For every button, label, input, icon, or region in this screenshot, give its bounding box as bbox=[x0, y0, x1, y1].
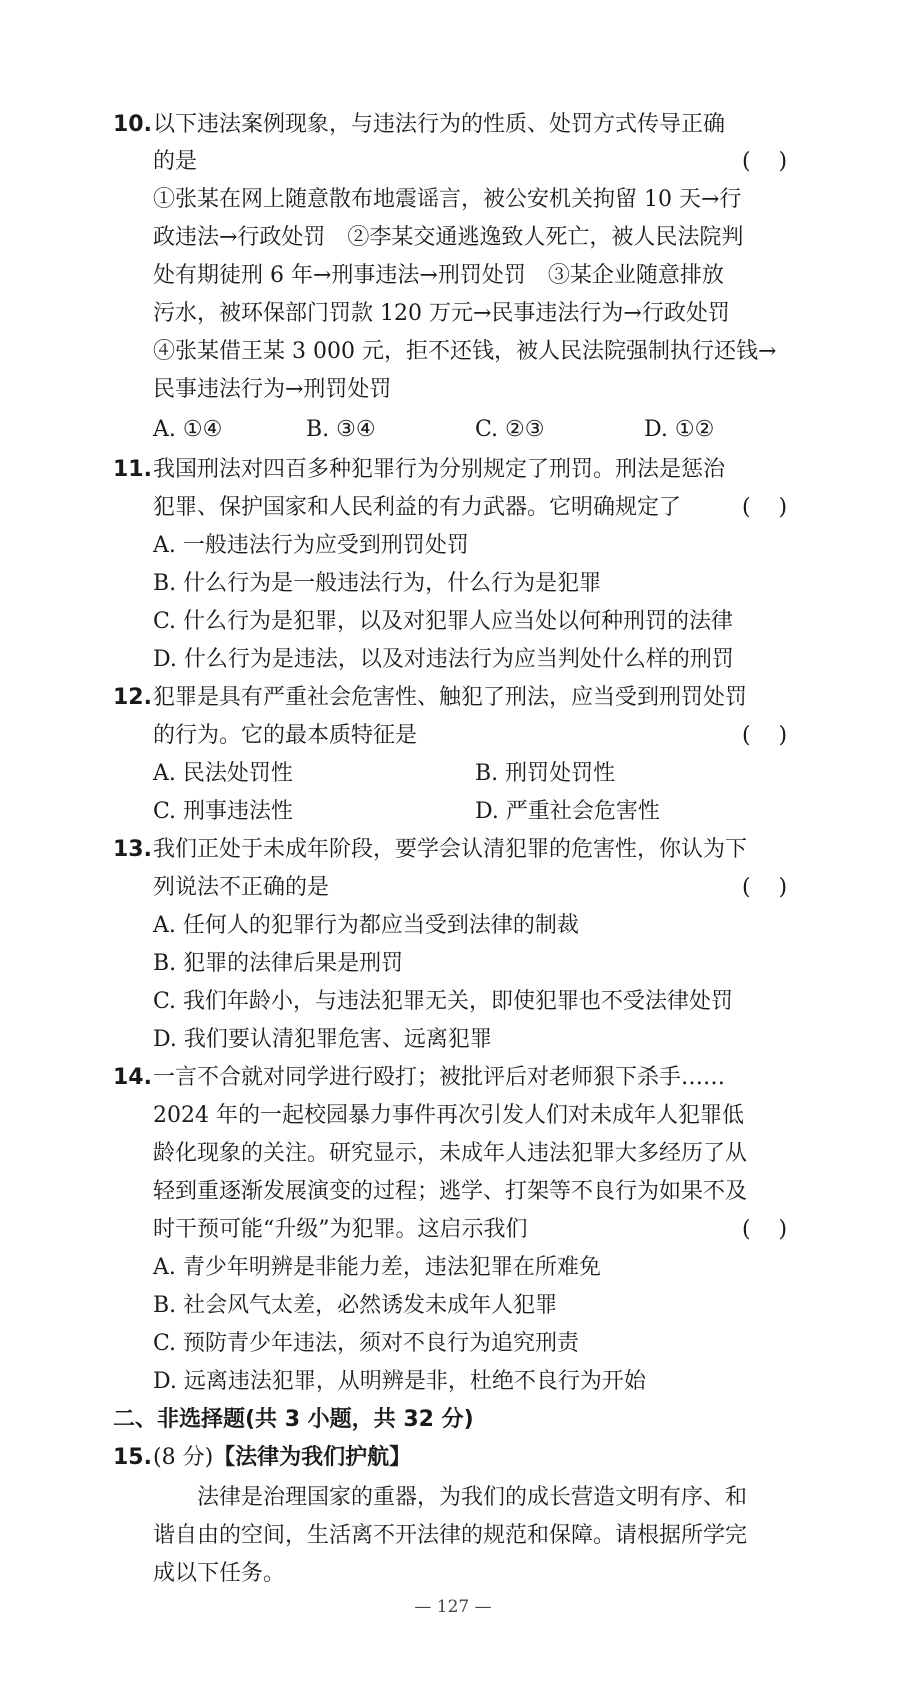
question-text: 成以下任务。 bbox=[153, 1561, 286, 1586]
option-c: C. ②③ bbox=[475, 417, 545, 442]
question-text: 2024 年的一起校园暴力事件再次引发人们对未成年人犯罪低 bbox=[153, 1103, 744, 1128]
question-text: 龄化现象的关注。研究显示，未成年人违法犯罪大多经历了从 bbox=[153, 1141, 748, 1166]
answer-parentheses: ( ) bbox=[742, 875, 788, 900]
option-b: B. 社会风气太差，必然诱发未成年人犯罪 bbox=[153, 1293, 558, 1318]
option-c: C. 什么行为是犯罪，以及对犯罪人应当处以何种刑罚的法律 bbox=[153, 609, 734, 634]
question-title: 【法律为我们护航】 bbox=[213, 1445, 412, 1470]
option-b: B. 犯罪的法律后果是刑罚 bbox=[153, 951, 404, 976]
question-stem: 列说法不正确的是 bbox=[153, 875, 330, 900]
option-d: D. 远离违法犯罪，从明辨是非，杜绝不良行为开始 bbox=[153, 1369, 646, 1394]
question-stem: 的行为。它的最本质特征是 bbox=[153, 723, 418, 748]
question-header bbox=[153, 1444, 803, 1472]
option-a: A. ①④ bbox=[153, 417, 223, 442]
option-a: A. 任何人的犯罪行为都应当受到法律的制裁 bbox=[153, 913, 579, 938]
section-heading: 二、非选择题(共 3 小题，共 32 分) bbox=[113, 1407, 474, 1432]
question-number: 11. bbox=[113, 457, 152, 482]
question-number: 10. bbox=[113, 112, 152, 137]
option-b: B. ③④ bbox=[306, 417, 376, 442]
question-text: 时干预可能“升级”为犯罪。这启示我们 bbox=[153, 1217, 528, 1242]
question-text: 轻到重逐渐发展演变的过程；逃学、打架等不良行为如果不及 bbox=[153, 1179, 748, 1204]
option-d: D. 什么行为是违法，以及对违法行为应当判处什么样的刑罚 bbox=[153, 647, 734, 672]
question-text: 民事违法行为→刑罚处罚 bbox=[153, 377, 392, 402]
question-stem: 我国刑法对四百多种犯罪行为分别规定了刑罚。刑法是惩治 bbox=[153, 457, 726, 482]
question-stem: 我们正处于未成年阶段，要学会认清犯罪的危害性，你认为下 bbox=[153, 837, 748, 862]
option-c: C. 刑事违法性 bbox=[153, 799, 294, 824]
question-text: ①张某在网上随意散布地震谣言，被公安机关拘留 10 天→行 bbox=[153, 187, 742, 212]
question-stem: 犯罪是具有严重社会危害性、触犯了刑法，应当受到刑罚处罚 bbox=[153, 685, 748, 710]
question-stem: 犯罪、保护国家和人民利益的有力武器。它明确规定了 bbox=[153, 495, 682, 520]
question-number: 15. bbox=[113, 1445, 152, 1470]
question-text: 谐自由的空间，生活离不开法律的规范和保障。请根据所学完 bbox=[153, 1523, 748, 1548]
question-score: (8 分) bbox=[153, 1445, 214, 1470]
page-number: — 127 — bbox=[414, 1597, 492, 1617]
question-text: 一言不合就对同学进行殴打；被批评后对老师狠下杀手…… bbox=[153, 1065, 726, 1090]
answer-parentheses: ( ) bbox=[742, 495, 788, 520]
option-d: D. 我们要认清犯罪危害、远离犯罪 bbox=[153, 1027, 492, 1052]
question-number: 12. bbox=[113, 685, 152, 710]
question-stem: 以下违法案例现象，与违法行为的性质、处罚方式传导正确 bbox=[153, 112, 726, 137]
question-number: 13. bbox=[113, 837, 152, 862]
option-a: A. 民法处罚性 bbox=[153, 761, 293, 786]
option-b: B. 刑罚处罚性 bbox=[475, 761, 616, 786]
option-b: B. 什么行为是一般违法行为，什么行为是犯罪 bbox=[153, 571, 602, 596]
option-d: D. 严重社会危害性 bbox=[475, 799, 660, 824]
answer-parentheses: ( ) bbox=[742, 149, 788, 174]
option-d: D. ①② bbox=[644, 417, 715, 442]
question-text: ④张某借王某 3 000 元，拒不还钱，被人民法院强制执行还钱→ bbox=[153, 339, 777, 364]
question-text: 污水，被环保部门罚款 120 万元→民事违法行为→行政处罚 bbox=[153, 301, 730, 326]
option-c: C. 我们年龄小，与违法犯罪无关，即使犯罪也不受法律处罚 bbox=[153, 989, 734, 1014]
option-a: A. 一般违法行为应受到刑罚处罚 bbox=[153, 533, 469, 558]
option-a: A. 青少年明辨是非能力差，违法犯罪在所难免 bbox=[153, 1255, 601, 1280]
answer-parentheses: ( ) bbox=[742, 1217, 788, 1242]
question-stem: 的是 bbox=[153, 149, 198, 174]
question-number: 14. bbox=[113, 1065, 152, 1090]
question-text: 法律是治理国家的重器，为我们的成长营造文明有序、和 bbox=[197, 1485, 748, 1510]
question-text: 政违法→行政处罚 ②李某交通逃逸致人死亡，被人民法院判 bbox=[153, 225, 744, 250]
answer-parentheses: ( ) bbox=[742, 723, 788, 748]
option-c: C. 预防青少年违法，须对不良行为追究刑责 bbox=[153, 1331, 580, 1356]
question-text: 处有期徒刑 6 年→刑事违法→刑罚处罚 ③某企业随意排放 bbox=[153, 263, 724, 288]
